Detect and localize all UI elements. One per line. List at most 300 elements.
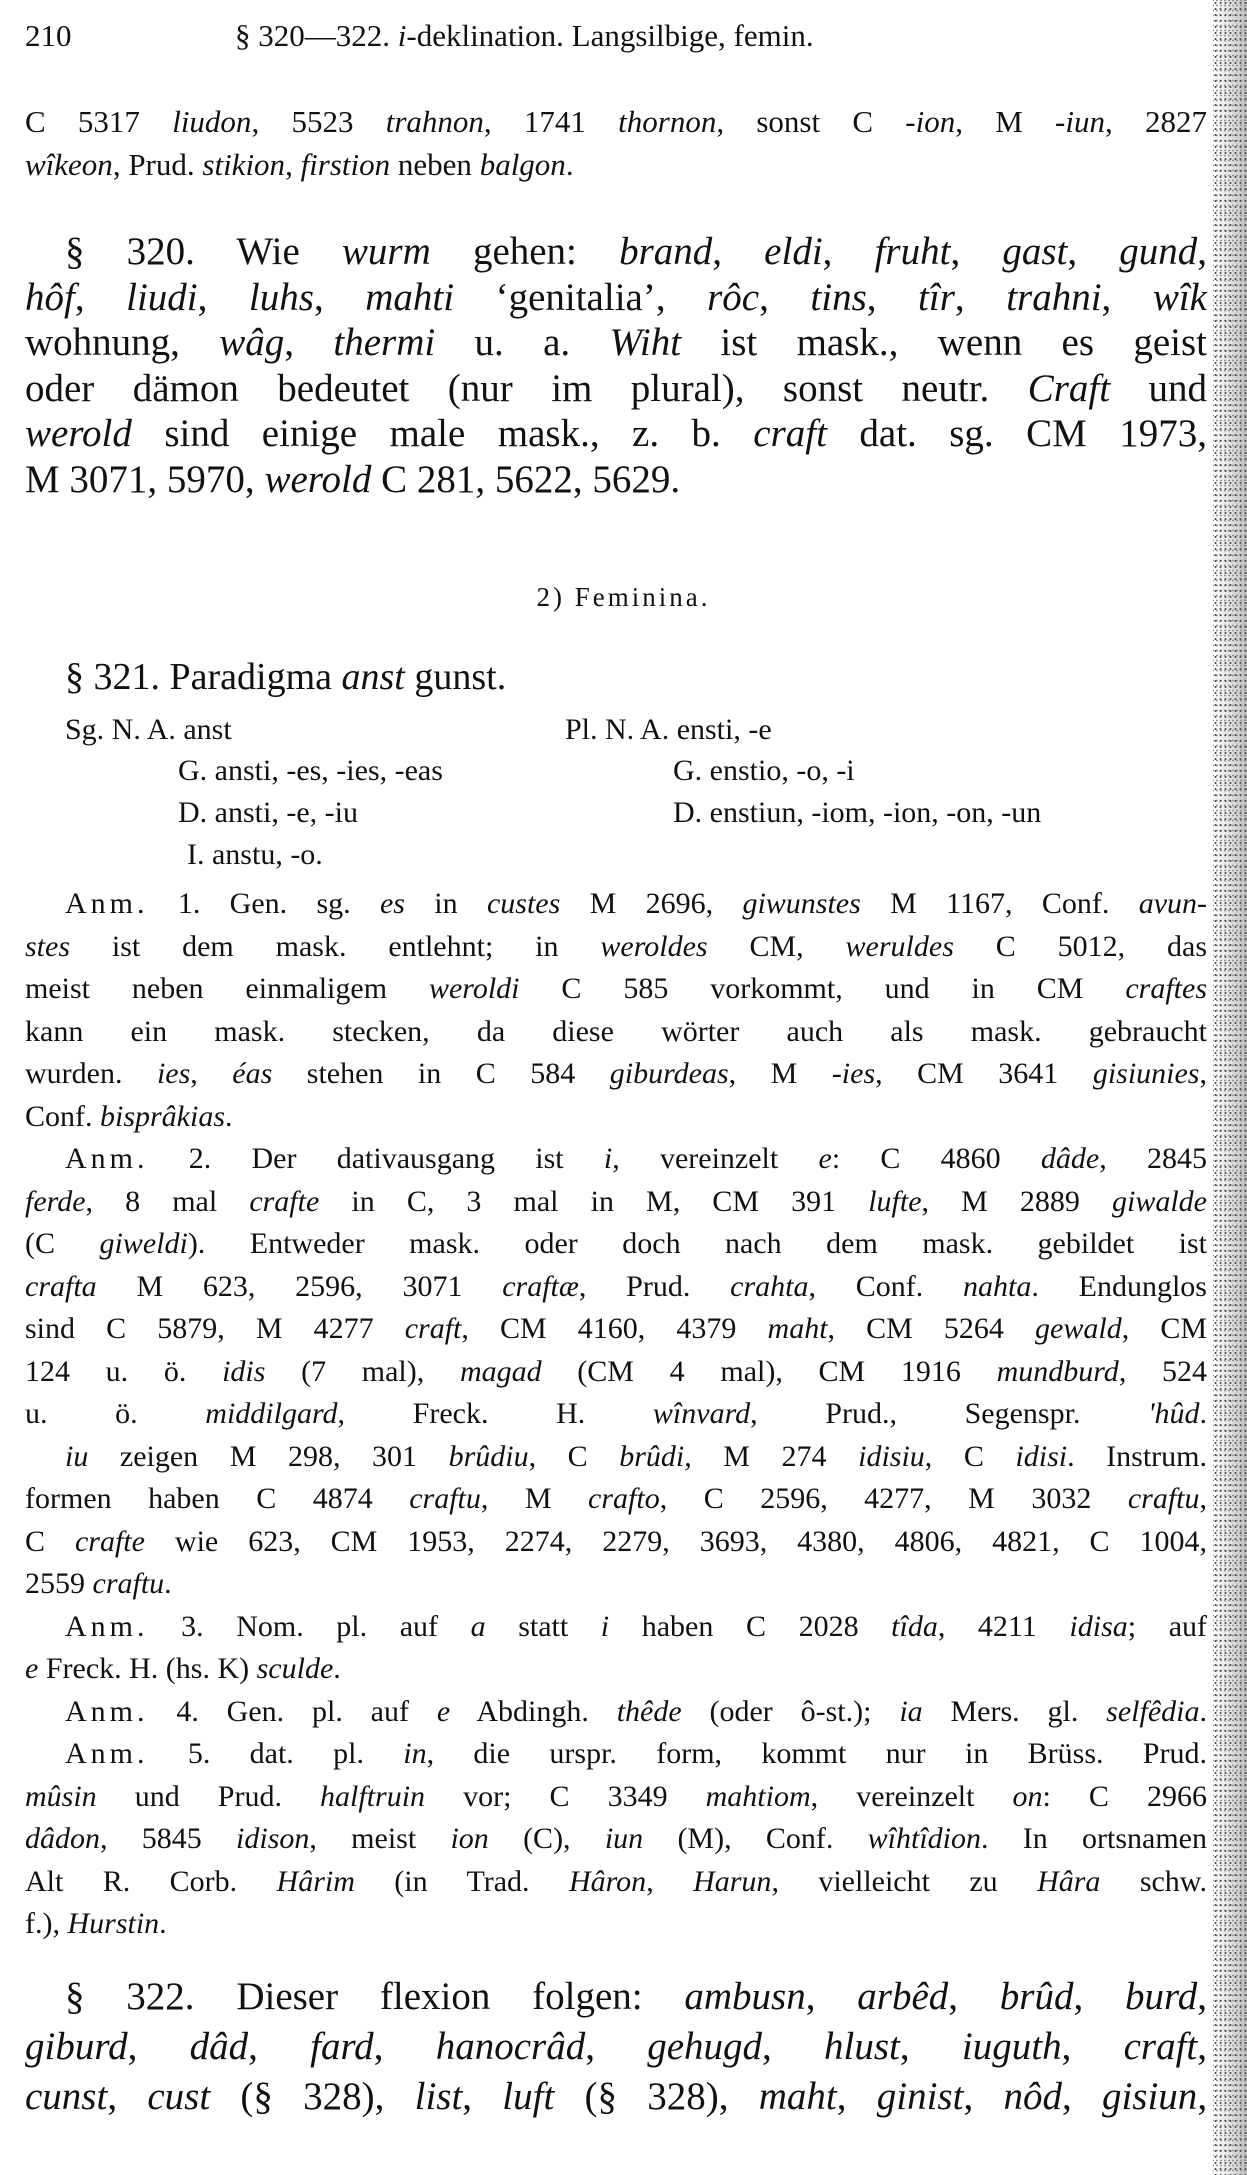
text-line — [25, 1648, 1207, 1691]
text-segment: C — [25, 1524, 75, 1558]
text-segment: , vereinzelt — [612, 1142, 819, 1175]
text-line — [25, 1776, 1207, 1819]
italic-text: Hâron — [568, 1864, 647, 1898]
italic-text: rôc — [707, 275, 760, 319]
italic-text: gisiunies — [1092, 1057, 1200, 1090]
text-segment: § 321. Paradigma — [65, 656, 342, 698]
text-line — [25, 1181, 1207, 1224]
text-line — [25, 1691, 1207, 1734]
text-segment: oder dämon bedeutet (nur im plural), sonst neutr. — [25, 366, 1028, 410]
text-line — [25, 411, 1207, 457]
italic-text: Hâra — [1037, 1864, 1101, 1898]
italic-text: maht — [767, 1312, 828, 1345]
italic-text: craftu — [1127, 1482, 1200, 1515]
text-segment: , — [1073, 1975, 1126, 2018]
italic-text: tîr — [918, 275, 955, 319]
text-segment: (C), — [488, 1822, 605, 1855]
text-segment: M 623, 2596, 3071 — [96, 1269, 503, 1303]
italic-text: thornon — [618, 104, 717, 139]
italic-text: werold — [264, 457, 372, 501]
text-segment: , — [190, 1057, 233, 1090]
italic-text: mahtiom — [705, 1779, 811, 1813]
italic-text: liudi — [126, 275, 198, 319]
italic-text: fard — [310, 2025, 374, 2068]
italic-text: giweldi — [99, 1227, 188, 1260]
anm-2 — [25, 1138, 1207, 1436]
text-segment: 2. Der dativausgang ist — [148, 1142, 604, 1175]
text-segment: , Prud., Segenspr. — [750, 1397, 1149, 1430]
text-line — [25, 1903, 1207, 1946]
italic-text: e — [436, 1694, 451, 1728]
text-segment: Anm. — [65, 1609, 149, 1643]
italic-text: i — [600, 1609, 610, 1643]
italic-text: selfêdia — [1106, 1694, 1200, 1728]
anm-5 — [25, 1733, 1207, 1946]
paradigm-pl-g: G. enstio, -o, -i — [673, 754, 855, 787]
paradigm-sg-g: G. ansti, -es, -ies, -eas — [178, 754, 443, 787]
paradigm-sg-d: D. ansti, -e, -iu — [178, 796, 358, 829]
text-line — [25, 1478, 1207, 1521]
text-segment: und Prud. — [96, 1779, 321, 1813]
italic-text: werold — [25, 412, 132, 455]
text-segment: , — [963, 2075, 1004, 2118]
text-segment: 1. Gen. sg. — [148, 887, 380, 920]
text-line — [25, 1266, 1207, 1309]
text-segment: , — [1199, 1057, 1207, 1090]
italic-text: magad — [459, 1354, 542, 1388]
italic-text: iu — [65, 1439, 89, 1473]
section-320 — [25, 229, 1207, 502]
italic-text: idison — [236, 1822, 310, 1855]
text-segment: , — [1067, 230, 1120, 273]
italic-text: giwalde — [1111, 1184, 1207, 1218]
text-segment: , C — [924, 1439, 1016, 1473]
text-line — [25, 883, 1207, 926]
italic-text: custes — [486, 887, 561, 920]
text-segment: (oder ô-st.); — [681, 1694, 900, 1728]
text-segment: , 2827 — [1104, 104, 1207, 139]
text-line — [25, 1606, 1207, 1649]
subheading-feminina: 2) Feminina. — [536, 582, 711, 612]
text-segment: , vielleicht zu — [771, 1864, 1038, 1898]
text-segment: dat. sg. CM 1973, — [826, 412, 1207, 455]
paradigm-sg-na: Sg. N. A. anst — [65, 713, 232, 746]
italic-text: Harun — [693, 1864, 772, 1898]
text-segment: , — [646, 1864, 694, 1898]
italic-text: maht — [758, 2075, 837, 2118]
text-segment: , CM 5264 — [827, 1312, 1036, 1345]
italic-text: craftæ — [502, 1269, 579, 1303]
text-line — [25, 1011, 1207, 1054]
text-segment: Anm. — [65, 1142, 149, 1175]
continuation-paragraph — [25, 100, 1207, 186]
paradigm-sg-i: I. anstu, -o. — [187, 838, 323, 871]
italic-text: -iun — [1055, 104, 1105, 139]
text-segment: , — [127, 2025, 190, 2068]
text-segment: (§ 328), — [554, 2075, 759, 2118]
italic-text: tîda — [891, 1609, 938, 1643]
italic-text: crafte — [249, 1184, 320, 1218]
italic-text: craftes — [1125, 972, 1207, 1005]
text-segment: , — [1061, 2025, 1124, 2068]
text-segment: , meist — [309, 1822, 451, 1855]
italic-text: brûdi — [619, 1439, 685, 1473]
text-segment: . — [159, 1907, 167, 1940]
text-segment: Anm. — [65, 887, 149, 920]
italic-text: stes — [25, 929, 70, 963]
italic-text: Craft — [1027, 366, 1111, 410]
text-segment: : C 2966 — [1042, 1779, 1207, 1813]
text-segment: . Instrum. — [1067, 1439, 1207, 1473]
italic-text: wînvard — [652, 1397, 751, 1430]
italic-text: craftu — [409, 1482, 481, 1515]
text-segment: Mers. gl. — [922, 1694, 1107, 1728]
italic-text: crafto — [588, 1482, 660, 1515]
text-line — [25, 926, 1207, 969]
italic-text: sculde — [256, 1652, 334, 1685]
text-segment: , — [284, 321, 334, 364]
text-segment: und — [1110, 366, 1207, 410]
italic-text: Hârim — [276, 1864, 355, 1898]
text-line — [25, 457, 1207, 503]
text-segment: 124 u. ö. — [25, 1354, 223, 1388]
italic-text: i — [603, 1142, 613, 1175]
text-segment: schw. — [1100, 1864, 1208, 1898]
text-segment: , 4211 — [937, 1609, 1070, 1643]
text-segment: , — [373, 2025, 436, 2068]
text-segment: CM, — [707, 929, 846, 963]
italic-text: weroldi — [428, 972, 520, 1005]
text-segment: , sonst C — [716, 104, 906, 139]
italic-text: iun — [604, 1822, 644, 1855]
text-segment: , 2845 — [1099, 1142, 1208, 1175]
text-segment: , — [948, 1975, 1000, 2018]
text-segment: vor; C 3349 — [425, 1779, 706, 1813]
italic-text: thermi — [333, 321, 436, 364]
text-segment: , — [1197, 2025, 1208, 2068]
italic-text: gisiun — [1101, 2075, 1198, 2118]
italic-text: ambusn — [684, 1975, 806, 2018]
text-segment: Conf. — [25, 1099, 100, 1133]
italic-text: nahta — [963, 1269, 1032, 1303]
running-title — [235, 14, 814, 58]
text-line — [25, 1053, 1207, 1096]
text-segment: , — [285, 147, 301, 182]
text-segment: gunst. — [404, 656, 507, 698]
italic-text: 'hûd — [1148, 1397, 1200, 1430]
italic-text: Hurstin — [67, 1907, 160, 1940]
text-segment: ist dem mask. entlehnt; in — [70, 929, 601, 963]
text-segment: wie 623, CM 1953, 2274, 2279, 3693, 4380, 4806, 4821, C 1004, — [144, 1524, 1208, 1558]
italic-text: bisprâkias — [100, 1099, 226, 1133]
text-segment: (7 mal), — [265, 1354, 460, 1388]
italic-text: e — [818, 1142, 832, 1175]
text-segment: M 2696, — [560, 887, 743, 920]
text-segment: Abdingh. — [450, 1694, 617, 1728]
text-segment: , — [759, 275, 811, 319]
italic-text: idisa — [1069, 1609, 1128, 1643]
text-line — [25, 1393, 1207, 1436]
italic-text: brand — [619, 230, 713, 273]
italic-text: craft — [404, 1312, 462, 1345]
text-segment: , C — [528, 1439, 620, 1473]
italic-text: e — [25, 1652, 39, 1685]
text-segment: , — [899, 2025, 962, 2068]
italic-text: in — [403, 1737, 427, 1770]
italic-text: mûsin — [25, 1779, 97, 1813]
italic-text: éas — [232, 1057, 273, 1090]
italic-text: gast — [1002, 230, 1068, 273]
italic-text: giburd — [25, 2025, 128, 2068]
text-segment: , — [107, 2075, 148, 2118]
italic-text: iuguth — [961, 2025, 1062, 2068]
text-line — [25, 1138, 1207, 1181]
italic-text: wîk — [1152, 275, 1207, 319]
text-segment: neben — [390, 147, 480, 182]
text-segment: , — [954, 275, 1007, 319]
text-segment: ; auf — [1127, 1609, 1207, 1643]
italic-text: stikion — [202, 147, 286, 182]
text-line — [25, 1096, 1207, 1139]
text-segment: (M), Conf. — [643, 1822, 868, 1855]
text-line — [25, 1972, 1207, 2022]
italic-text: ginist — [876, 2075, 964, 2118]
text-segment: M 3071, 5970, — [25, 457, 265, 501]
italic-text: brûdiu — [448, 1439, 529, 1473]
italic-text: liudon — [172, 104, 252, 139]
text-segment: (in Trad. — [354, 1864, 569, 1898]
text-segment: : C 4860 — [831, 1142, 1041, 1175]
text-segment: (CM 4 mal), CM 1916 — [541, 1354, 997, 1388]
text-segment: , 8 mal — [85, 1184, 250, 1218]
anm-4 — [25, 1691, 1207, 1734]
text-segment: formen haben C 4874 — [25, 1482, 410, 1515]
text-segment: in C, 3 mal in M, CM 391 — [319, 1184, 869, 1218]
italic-text: giburdeas — [609, 1057, 729, 1090]
italic-text: idis — [222, 1354, 266, 1388]
text-segment: ). Entweder mask. oder doch nach dem mask. gebildet ist — [187, 1227, 1207, 1260]
text-segment: Freck. H. (hs. K) — [38, 1652, 257, 1685]
annotations — [25, 883, 1207, 1946]
text-segment: , M 2889 — [921, 1184, 1112, 1218]
italic-text: craft — [1123, 2025, 1198, 2068]
text-segment: , CM — [1121, 1312, 1208, 1345]
italic-text: crafte — [74, 1524, 145, 1558]
italic-text: hlust — [824, 2025, 900, 2068]
section-321-heading — [65, 655, 506, 699]
text-segment: , vereinzelt — [810, 1779, 1013, 1813]
italic-text: gund — [1119, 230, 1198, 273]
italic-text: thêde — [616, 1694, 682, 1728]
anm-2-continued — [25, 1436, 1207, 1606]
text-segment: kann ein mask. stecken, da diese wörter auch als mask. gebraucht — [25, 1014, 1207, 1048]
italic-text: -ies — [831, 1057, 876, 1090]
text-segment: stehen in C 584 — [272, 1057, 610, 1090]
italic-text: trahni — [1006, 275, 1102, 319]
scan-edge-noise — [1213, 0, 1247, 2175]
text-segment: f.), — [25, 1907, 68, 1940]
italic-text: list — [414, 2075, 463, 2118]
text-segment: , — [866, 275, 919, 319]
text-segment: . In ortsnamen — [981, 1822, 1207, 1855]
italic-text: es — [379, 887, 405, 920]
italic-text: crahta — [730, 1269, 809, 1303]
text-segment: , — [822, 230, 875, 273]
paradigm-pl-d: D. enstiun, -iom, -ion, -on, -un — [673, 796, 1042, 829]
text-segment: , — [197, 275, 249, 319]
text-segment: § 320. Wie — [65, 230, 342, 273]
text-segment: meist neben einmaligem — [25, 972, 429, 1005]
text-segment: C 5317 — [25, 104, 173, 139]
italic-text: wâg — [219, 321, 285, 364]
text-segment: , die urspr. form, kommt nur in Brüss. Prud. — [426, 1737, 1207, 1770]
text-segment: C 5012, das — [953, 929, 1207, 963]
text-segment: Alt R. Corb. — [25, 1864, 277, 1898]
text-segment: , Prud. — [578, 1269, 731, 1303]
text-line — [25, 143, 1207, 186]
text-segment: , 1741 — [483, 104, 619, 139]
text-segment: , M — [728, 1057, 832, 1090]
italic-text: firstion — [300, 147, 391, 182]
text-line — [25, 1308, 1207, 1351]
text-segment: . — [565, 147, 574, 182]
italic-text: weruldes — [845, 929, 954, 963]
italic-text: i — [397, 18, 407, 53]
italic-text: ia — [899, 1694, 923, 1728]
text-segment: , — [1101, 275, 1153, 319]
text-segment: , — [712, 230, 765, 273]
text-line — [25, 1351, 1207, 1394]
text-segment: , — [1061, 2075, 1102, 2118]
italic-text: middilgard — [205, 1397, 338, 1430]
text-segment: (C — [25, 1227, 100, 1260]
italic-text: dâd — [189, 2025, 249, 2068]
italic-text: wurm — [341, 230, 431, 273]
italic-text: craft — [753, 412, 827, 455]
italic-text: -ion — [905, 104, 956, 139]
text-segment: , — [1199, 1482, 1207, 1515]
italic-text: arbêd — [857, 1975, 949, 2018]
text-segment: , M — [480, 1482, 589, 1515]
text-line — [25, 2022, 1207, 2072]
italic-text: cunst — [25, 2075, 108, 2118]
text-segment: , — [1197, 1975, 1207, 2018]
italic-text: burd — [1125, 1975, 1198, 2018]
text-segment: , 5523 — [251, 104, 386, 139]
text-line — [25, 229, 1207, 275]
italic-text: wîhtîdion — [867, 1822, 981, 1855]
italic-text: fruht — [874, 230, 951, 273]
anm-3 — [25, 1606, 1207, 1691]
italic-text: halftruin — [320, 1779, 426, 1813]
text-line — [25, 1436, 1207, 1479]
text-line — [25, 1563, 1207, 1606]
italic-text: luft — [502, 2075, 555, 2118]
text-segment: in — [404, 887, 487, 920]
text-segment: ‘genitalia’, — [454, 275, 708, 319]
italic-text: wîkeon — [25, 147, 113, 182]
italic-text: mahti — [365, 275, 455, 319]
italic-text: hanocrâd — [435, 2025, 586, 2068]
text-segment: . — [225, 1099, 233, 1133]
text-segment: gehen: — [430, 230, 620, 273]
text-segment: , M — [955, 104, 1056, 139]
text-segment: . — [1199, 1397, 1207, 1430]
text-segment: (§ 328), — [210, 2075, 415, 2118]
text-segment: sind C 5879, M 4277 — [25, 1312, 405, 1345]
italic-text: on — [1012, 1779, 1043, 1813]
text-segment: -deklination. Langsilbige, femin. — [406, 18, 814, 53]
text-line — [25, 100, 1207, 143]
text-line — [25, 1733, 1207, 1776]
section-322 — [25, 1972, 1207, 2122]
italic-text: nôd — [1003, 2075, 1062, 2118]
italic-text: Wiht — [609, 321, 682, 364]
text-line — [25, 1818, 1207, 1861]
text-line — [25, 1861, 1207, 1904]
text-segment: § 322. Dieser flexion folgen: — [65, 1975, 685, 2018]
italic-text: tins — [810, 275, 867, 319]
text-segment: 4. Gen. pl. auf — [148, 1694, 437, 1728]
anm-1 — [25, 883, 1207, 1138]
text-segment: , — [462, 2075, 503, 2118]
italic-text: idisi — [1015, 1439, 1068, 1473]
text-segment: haben C 2028 — [609, 1609, 892, 1643]
text-segment: wurden. — [25, 1057, 157, 1090]
text-segment: zeigen M 298, 301 — [88, 1439, 449, 1473]
italic-text: crafta — [25, 1269, 97, 1303]
italic-text: trahnon — [385, 104, 484, 139]
text-segment: 3. Nom. pl. auf — [148, 1609, 471, 1643]
italic-text: ferde — [25, 1184, 86, 1218]
text-segment: , CM 4160, 4379 — [461, 1312, 768, 1345]
text-segment: , — [950, 230, 1003, 273]
italic-text: lufte — [868, 1184, 922, 1218]
text-segment: . — [164, 1567, 172, 1600]
text-segment: , — [313, 275, 366, 319]
italic-text: balgon — [479, 147, 566, 182]
text-segment: , — [805, 1975, 858, 2018]
italic-text: weroldes — [600, 929, 708, 963]
italic-text: hôf — [25, 275, 75, 319]
text-segment: statt — [485, 1609, 601, 1643]
text-segment: , — [1197, 230, 1208, 273]
italic-text: cust — [147, 2075, 211, 2118]
text-segment: , 524 — [1118, 1354, 1207, 1388]
text-segment: , — [762, 2025, 825, 2068]
italic-text: dâde — [1040, 1142, 1100, 1175]
text-segment: , Freck. H. — [337, 1397, 653, 1430]
text-segment: C 281, 5622, 5629. — [371, 457, 681, 501]
italic-text: eldi — [764, 230, 823, 273]
text-segment: M 1167, Conf. — [860, 887, 1139, 920]
text-line — [25, 275, 1207, 321]
text-segment: Anm. — [65, 1694, 149, 1728]
italic-text: ies — [156, 1057, 191, 1090]
text-segment: . — [333, 1652, 341, 1685]
text-line — [25, 366, 1207, 412]
italic-text: giwunstes — [742, 887, 861, 920]
italic-text: a — [470, 1609, 486, 1643]
italic-text: dâdon — [25, 1822, 100, 1855]
text-segment: , Conf. — [808, 1269, 964, 1303]
text-segment: , — [1197, 2075, 1208, 2118]
text-segment: , — [74, 275, 127, 319]
italic-text: idisiu — [858, 1439, 925, 1473]
text-segment: u. ö. — [25, 1397, 206, 1430]
text-segment: , Prud. — [112, 147, 203, 182]
italic-text: ion — [450, 1822, 489, 1855]
